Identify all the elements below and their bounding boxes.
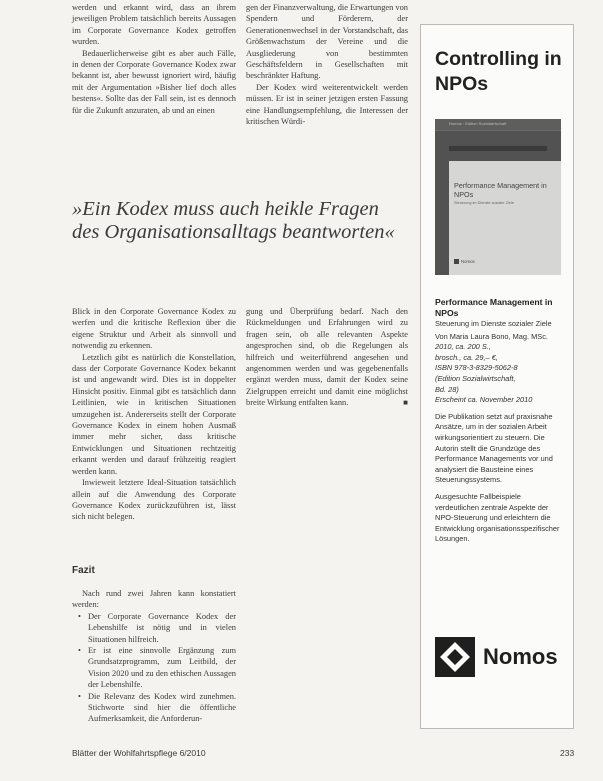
list-item: • Die Relevanz des Kodex wird zunehmen. Stichworte sind hier die öffentliche Aufmerksamkeit, die Anforderun- [80,691,236,725]
book-detail: brosch., ca. 29,– €, [435,352,498,362]
paragraph: Nach rund zwei Jahren kann konstatiert werden: [72,589,236,610]
list-item: • Er ist eine sinnvolle Ergänzung zum Grundsatzprogramm, zum Leitbild, der Vision 2020 und zu den ethischen Aussagen der Lebenshilfe. [80,645,236,691]
book-detail: ISBN 978-3-8329-5062-8 [435,363,518,373]
advertisement-box [420,24,574,729]
book-author: Von Maria Laura Bono, Mag. MSc. [435,331,548,341]
fazit-bullet-list [72,611,236,725]
book-cover-publisher: Nomos [454,259,475,264]
book-cover-subtitle: Steuerung im Dienste sozialer Ziele [454,201,514,205]
book-detail: Bd. 28) [435,384,459,394]
book-detail: (Edition Sozialwirtschaft, [435,373,516,383]
paragraph: Der Kodex wird weiterentwickelt werden müssen. Er ist in seiner jetzigen ersten Fassung eine Handlungsempfehlung, die Interessen der kritischen Würdi- [246,82,408,127]
pull-quote: »Ein Kodex muss auch heikle Fragen des Organisationsalltags beantworten« [72,198,395,243]
book-cover-title: Performance Management in NPOs [454,181,547,199]
ad-headline: Controlling in NPOs [435,48,562,95]
list-item: • Der Corporate Governance Kodex der Lebenshilfe ist nötig und in vielen Situationen hilfreich. [80,611,236,645]
book-description: Ausgesuchte Fallbeispiele verdeutlichen zentrale Aspekte der NPO-Steuerung und erleichtern die Entwicklung organisationsspezifischer Lösungen. [435,491,560,544]
book-detail: 2010, ca. 200 S., [435,342,491,352]
paragraph: Letztlich gibt es natürlich die Konstellation, dass der Corporate Governance Kodex bekannt ist und angewandt wird. Dies ist in doppelter Hinsicht positiv. Einmal gibt es tatsächlich dann Leitlinien, wie in kritischen Situationen umzugehen ist. Andererseits stellt der Corporate Governance Kodex in einem hohen Ausmaß immer mehr sicher, dass kritische Entwicklungen und Situationen rechtzeitig erkannt werden und darauf frühzeitig reagiert werden kann. [72,352,236,476]
footer-journal-name: Blätter der Wohlfahrtspflege 6/2010 [72,748,206,758]
book-cover [435,119,561,275]
nomos-logo-icon [435,637,475,677]
publisher-logo-word: Nomos [483,644,558,669]
book-title: Performance Management in NPOs [435,297,553,318]
publisher-logo [435,637,559,677]
book-cover-strip [435,119,561,131]
paragraph: Inwieweit letztere Ideal-Situation tatsächlich allein auf die Anwendung des Corporate Governance Kodex zurückzuführen ist, lässt sich nicht belegen. [72,478,236,522]
book-cover-label [449,146,547,151]
end-mark: ■ [403,398,408,408]
section-heading: Fazit [72,565,95,576]
book-cover-panel [449,161,561,275]
book-detail: Erscheint ca. November 2010 [435,395,533,405]
paragraph: Blick in den Corporate Governance Kodex zu werfen und die kritische Reflexion über die eigene Struktur und Arbeit als sinnvoll und notwendig zu erkennen. [72,307,236,351]
article-column-1-middle [72,306,236,523]
paragraph: werden und erkannt wird, dass an ihrem jeweiligen Problem tatsächlich bereits Aussagen im Corporate Governance Kodex getroffen wurden. [72,3,236,47]
book-subtitle: Steuerung im Dienste sozialer Ziele [435,319,552,328]
footer-page-number: 233 [560,748,575,758]
article-column-2-top [246,2,408,127]
paragraph: gen der Finanzverwaltung, die Erwartungen von Spendern und Förderern, der Generationenwechsel in der Vorstandschaft, das Größenwachstum der Vereine und die Ausgliederung von bestimmten Geschäftsfeldern in Gesellschaften mit beschränkter Haftung. [246,3,408,81]
ad-text [435,297,563,545]
paragraph-text: gung und Überprüfung bedarf. Nach den Rückmeldungen und Erfahrungen wird zu fragen sein, ob alle relevanten Aspekte angesprochen sind, ob die Regelungen als hilfreich und weiterführend angesehen und angenommen werden und was gegebenenfalls ergänzt werden muss, damit der Kodex seine Zielgruppen erreicht und damit eine möglichst breite Wirkung entfalten kann. [246,307,408,408]
article-column-2-middle [246,306,408,409]
paragraph [246,306,408,409]
paragraph: Bedauerlicherweise gibt es aber auch Fälle, in denen der Corporate Governance Kodex zwar bekannt ist, aber bewusst ignoriert wird, häufig mit der Argumentation »Bisher lief doch alles bestens«. Sollte das der Fall sein, ist es dennoch für die Zukunft anzuraten, ab und an einen [72,48,236,115]
article-column-1-top [72,2,236,116]
fazit-column [72,588,236,725]
book-cover-strip-text: Nomos · Edition Sozialwirtschaft [449,121,507,126]
book-description: Die Publikation setzt auf praxisnahe Ansätze, um in der sozialen Arbeit wirkungsorientiert zu steuern. Die Autorin stellt die Grundzüge des Performance Managements vor und analysiert die Bausteine eines Steuerungssystems. [435,411,553,485]
